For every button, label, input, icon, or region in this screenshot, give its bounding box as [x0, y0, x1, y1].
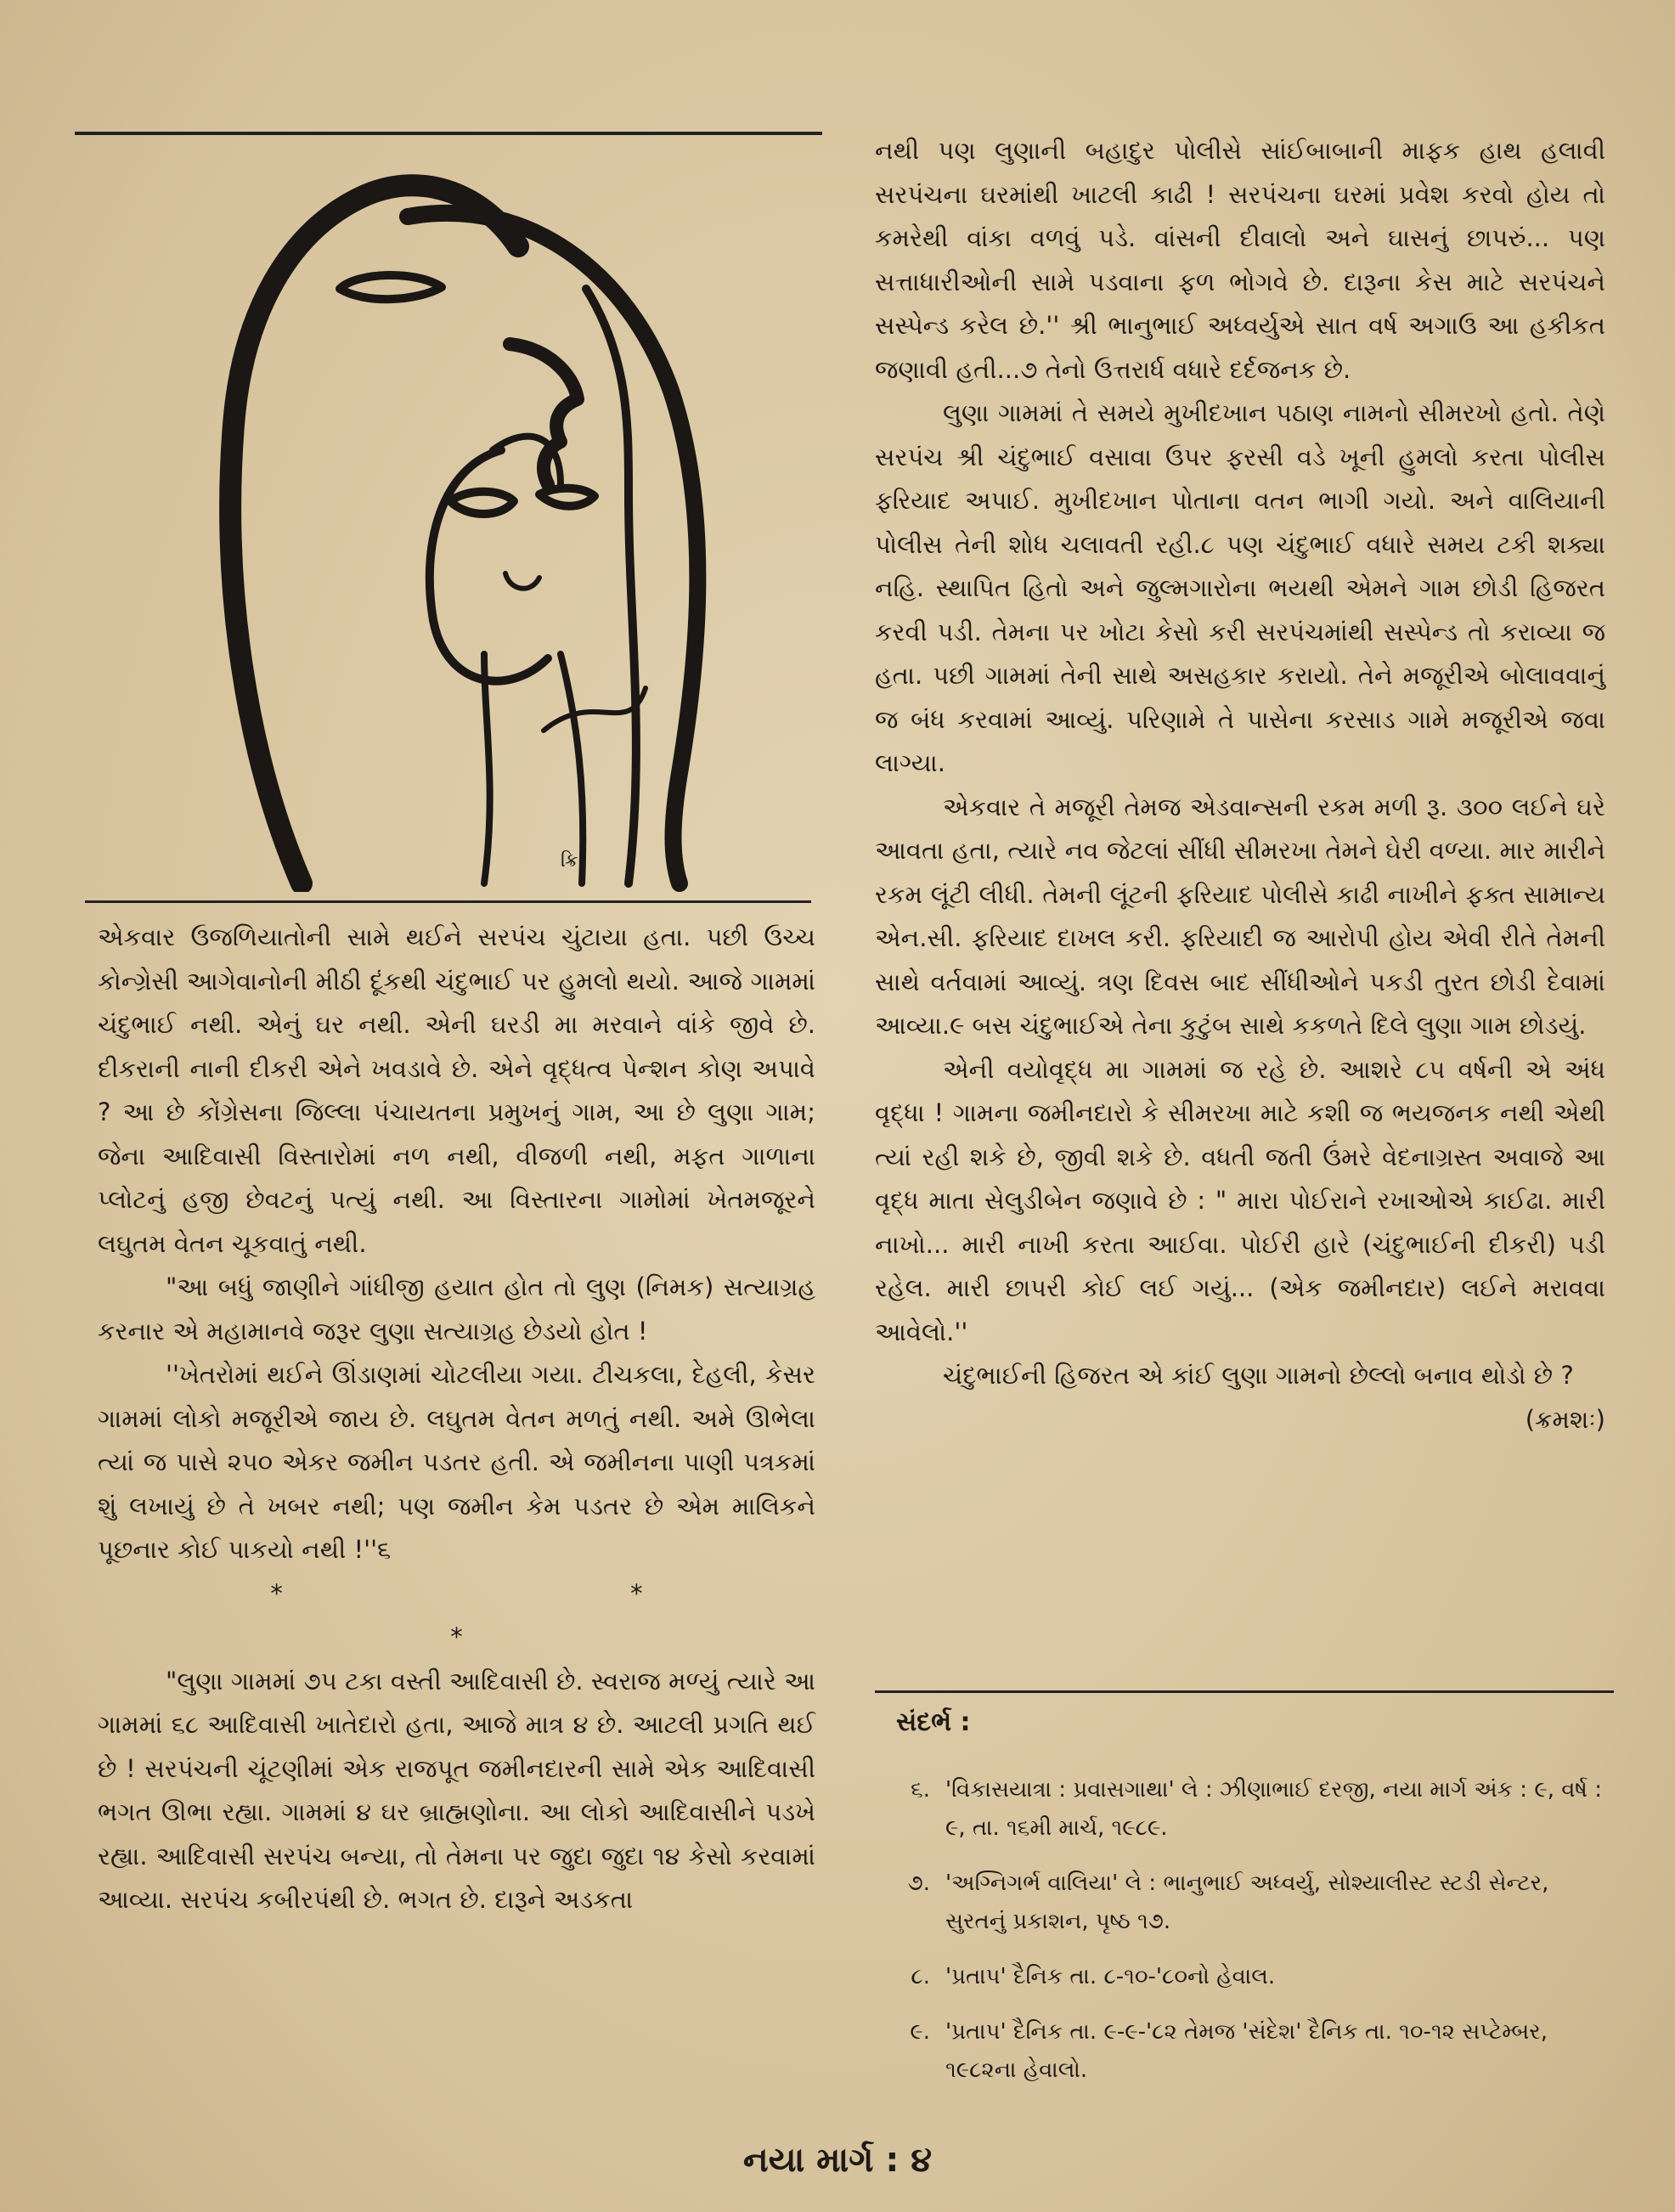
reference-text: 'અગ્નિગર્ભ વાલિયા' લે : ભાનુભાઈ અધ્વર્યુ, સોશ્યાલીસ્ટ સ્ટડી સેન્ટર, સુરતનું પ્રકાશન, પૃષ્ઠ ૧૭. [945, 1871, 1549, 1934]
left-paragraph-4: "લુણા ગામમાં ૭૫ ટકા વસ્તી આદિવાસી છે. સ્વરાજ મળ્યું ત્યારે આ ગામમાં ૬૮ આદિવાસી ખાતેદારો હતા, આજે માત્ર ૪ છે. આટલી પ્રગતિ થઈ છે ! સરપંચની ચૂંટણીમાં એક રાજપૂત જમીનદારની સામે એક આદિવાસી ભગત ઊભા રહ્યા. ગામમાં ૪ ઘર બ્રાહ્મણોના. આ લોકો આદિવાસીને પડખે રહ્યા. આદિવાસી સરપંચ બન્યા, તો તેમના પર જુદા જુદા ૧૪ કેસો કરવામાં આવ્યા. સરપંચ કબીરપંથી છે. ભગત છે. દારૂને અડકતા [98, 1666, 815, 1914]
references-list [875, 1771, 1605, 2107]
continued-label: (ક્રમશઃ) [1525, 1404, 1605, 1434]
reference-number: ૭. [907, 1871, 930, 1896]
reference-text: 'પ્રતાપ' દૈનિક તા. ૯-૯-'૮૨ તેમજ 'સંદેશ' દૈનિક તા. ૧૦-૧૨ સપ્ટેમ્બર, ૧૯૮૨ના હેવાલો. [945, 2019, 1548, 2083]
right-paragraph-3: એકવાર તે મજૂરી તેમજ એડવાન્સની રકમ મળી રૂ. ૩૦૦ લઈને ઘરે આવતા હતા, ત્યારે નવ જેટલાં સીંધી સીમરખા તેમને ઘેરી વળ્યા. માર મારીને રકમ લૂંટી લીધી. તેમની લૂંટની ફરિયાદ પોલીસે કાઢી નાખીને ફક્ત સામાન્ય એન.સી. ફરિયાદ દાખલ કરી. ફરિયાદી જ આરોપી હોય એવી રીતે તેમની સાથે વર્તવામાં આવ્યું. ત્રણ દિવસ બાદ સીંધીઓને પકડી તુરત છોડી દેવામાં આવ્યા.૯ બસ ચંદુભાઈએ તેના કુટુંબ સાથે કકળતે દિલે લુણા ગામ છોડયું. [875, 792, 1605, 1040]
right-column [875, 129, 1605, 1442]
reference-item [875, 1958, 1605, 1996]
top-rule [75, 132, 822, 135]
left-column [98, 916, 815, 1922]
left-paragraph-3: ''ખેતરોમાં થઈને ઊંડાણમાં ચોટલીયા ગયા. ટીચકલા, દેહલી, કેસર ગામમાં લોકો મજૂરીએ જાય છે. લઘુતમ વેતન મળતું નથી. અમે ઊભેલા ત્યાં જ પાસે ૨૫૦ એકર જમીન પડતર હતી. એ જમીનના પાણી પત્રકમાં શું લખાયું છે તે ખબર નથી; પણ જમીન કેમ પડતર છે એમ માલિકને પૂછનાર કોઈ પાકયો નથી !''૬ [98, 1360, 815, 1564]
left-paragraph-1: એકવાર ઉજળિયાતોની સામે થઈને સરપંચ ચુંટાયા હતા. પછી ઉચ્ચ કોન્ગ્રેસી આગેવાનોની મીઠી દૂંકથી ચંદુભાઈ પર હુમલો થયો. આજે ગામમાં ચંદુભાઈ નથી. એનું ઘર નથી. એની ઘરડી મા મરવાને વાંકે જીવે છે. દીકરાની નાની દીકરી એને ખવડાવે છે. એને વૃદ્ધત્વ પેન્શન કોણ અપાવે ? આ છે કોંગ્રેસના જિલ્લા પંચાયતના પ્રમુખનું ગામ, આ છે લુણા ગામ; જેના આદિવાસી વિસ્તારોમાં નળ નથી, વીજળી નથી, મફત ગાળાના પ્લોટનું હજી છેવટનું પત્યું નથી. આ વિસ્તારના ગામોમાં ખેતમજૂરને લઘુતમ વેતન ચૂકવાતું નથી. [98, 923, 815, 1258]
left-paragraph-2: "આ બધું જાણીને ગાંધીજી હયાત હોત તો લુણ (નિમક) સત્યાગ્રહ કરનાર એ મહામાનવે જરૂર લુણા સત્યાગ્રહ છેડયો હોત ! [98, 1272, 815, 1346]
reference-text: 'વિકાસયાત્રા : પ્રવાસગાથા' લે : ઝીણાભાઈ દરજી, નયા માર્ગ અંક : ૯, વર્ષ : ૯, તા. ૧૬મી માર્ચ, ૧૯૮૯. [945, 1777, 1602, 1841]
reference-number: ૬. [911, 1777, 930, 1803]
right-paragraph-5: ચંદુભાઈની હિજરત એ કાંઈ લુણા ગામનો છેલ્લો બનાવ થોડો છે ? [943, 1361, 1574, 1390]
section-stars: * * * [270, 1578, 813, 1651]
artist-signature: ક્રિ [561, 850, 578, 872]
reference-number: ૯. [910, 2019, 930, 2045]
right-paragraph-1: નથી પણ લુણાની બહાદુર પોલીસે સાંઈબાબાની માફક હાથ હલાવી સરપંચના ઘરમાંથી ખાટલી કાઢી ! સરપંચના ઘરમાં પ્રવેશ કરવો હોય તો કમરેથી વાંકા વળવું પડે. વાંસની દીવાલો અને ઘાસનું છાપરું... પણ સત્તાધારીઓની સામે પડવાના ફળ ભોગવે છે. દારૂના કેસ માટે સરપંચને સસ્પેન્ડ કરેલ છે.'' શ્રી ભાનુભાઈ અધ્વર્યુએ સાત વર્ષ અગાઉ આ હકીકત જણાવી હતી...૭ તેનો ઉત્તરાર્ધ વધારે દર્દજનક છે. [875, 136, 1605, 384]
reference-item [875, 2013, 1605, 2090]
page-footer: નયા માર્ગ : ૪ [742, 2141, 933, 2180]
illustration [85, 144, 798, 892]
reference-text: 'પ્રતાપ' દૈનિક તા. ૮-૧૦-'૮૦નો હેવાલ. [945, 1964, 1276, 1989]
illustration-bottom-rule [85, 900, 811, 903]
right-paragraph-2: લુણા ગામમાં તે સમયે મુખીદખાન પઠાણ નામનો સીમરખો હતો. તેણે સરપંચ શ્રી ચંદુભાઈ વસાવા ઉપર ફરસી વડે ખૂની હુમલો કરતા પોલીસ ફરિયાદ અપાઈ. મુખીદખાન પોતાના વતન ભાગી ગયો. અને વાલિયાની પોલીસ તેની શોધ ચલાવતી રહી.૮ પણ ચંદુભાઈ વધારે સમય ટકી શક્યા નહિ. સ્થાપિત હિતો અને જુલ્મગારોના ભયથી એમને ગામ છોડી હિજરત કરવી પડી. તેમના પર ખોટા કેસો કરી સરપંચમાંથી સસ્પેન્ડ તો કરાવ્યા જ હતા. પછી ગામમાં તેની સાથે અસહકાર કરાયો. તેને મજૂરીએ બોલાવવાનું જ બંધ કરવામાં આવ્યું. પરિણામે તે પાસેના કરસાડ ગામે મજૂરીએ જવા લાગ્યા. [875, 398, 1605, 777]
references-heading: સંદર્ભ : [896, 1707, 971, 1737]
woman-face-drawing-icon [85, 144, 798, 892]
reference-item [875, 1771, 1605, 1848]
reference-number: ૮. [911, 1964, 930, 1989]
right-paragraph-4: એની વયોવૃદ્ધ મા ગામમાં જ રહે છે. આશરે ૮૫ વર્ષની એ અંધ વૃદ્ધા ! ગામના જમીનદારો કે સીમરખા માટે કશી જ ભયજનક નથી એથી ત્યાં રહી શકે છે, જીવી શકે છે. વધતી જતી ઉંમરે વેદનાગ્રસ્ત અવાજે આ વૃદ્ધ માતા સેલુડીબેન જણાવે છે : " મારા પોઈરાને રખાઓએ કાઈઢા. મારી નાખો... મારી નાખી કરતા આઈવા. પોઈરી હારે (ચંદુભાઈની દીકરી) પડી રહેલ. મારી છાપરી કોઈ લઈ ગયું... (એક જમીનદાર) લઈને મરાવવા આવેલો.'' [875, 1054, 1605, 1346]
reference-item [875, 1865, 1605, 1941]
references-rule [875, 1690, 1614, 1693]
